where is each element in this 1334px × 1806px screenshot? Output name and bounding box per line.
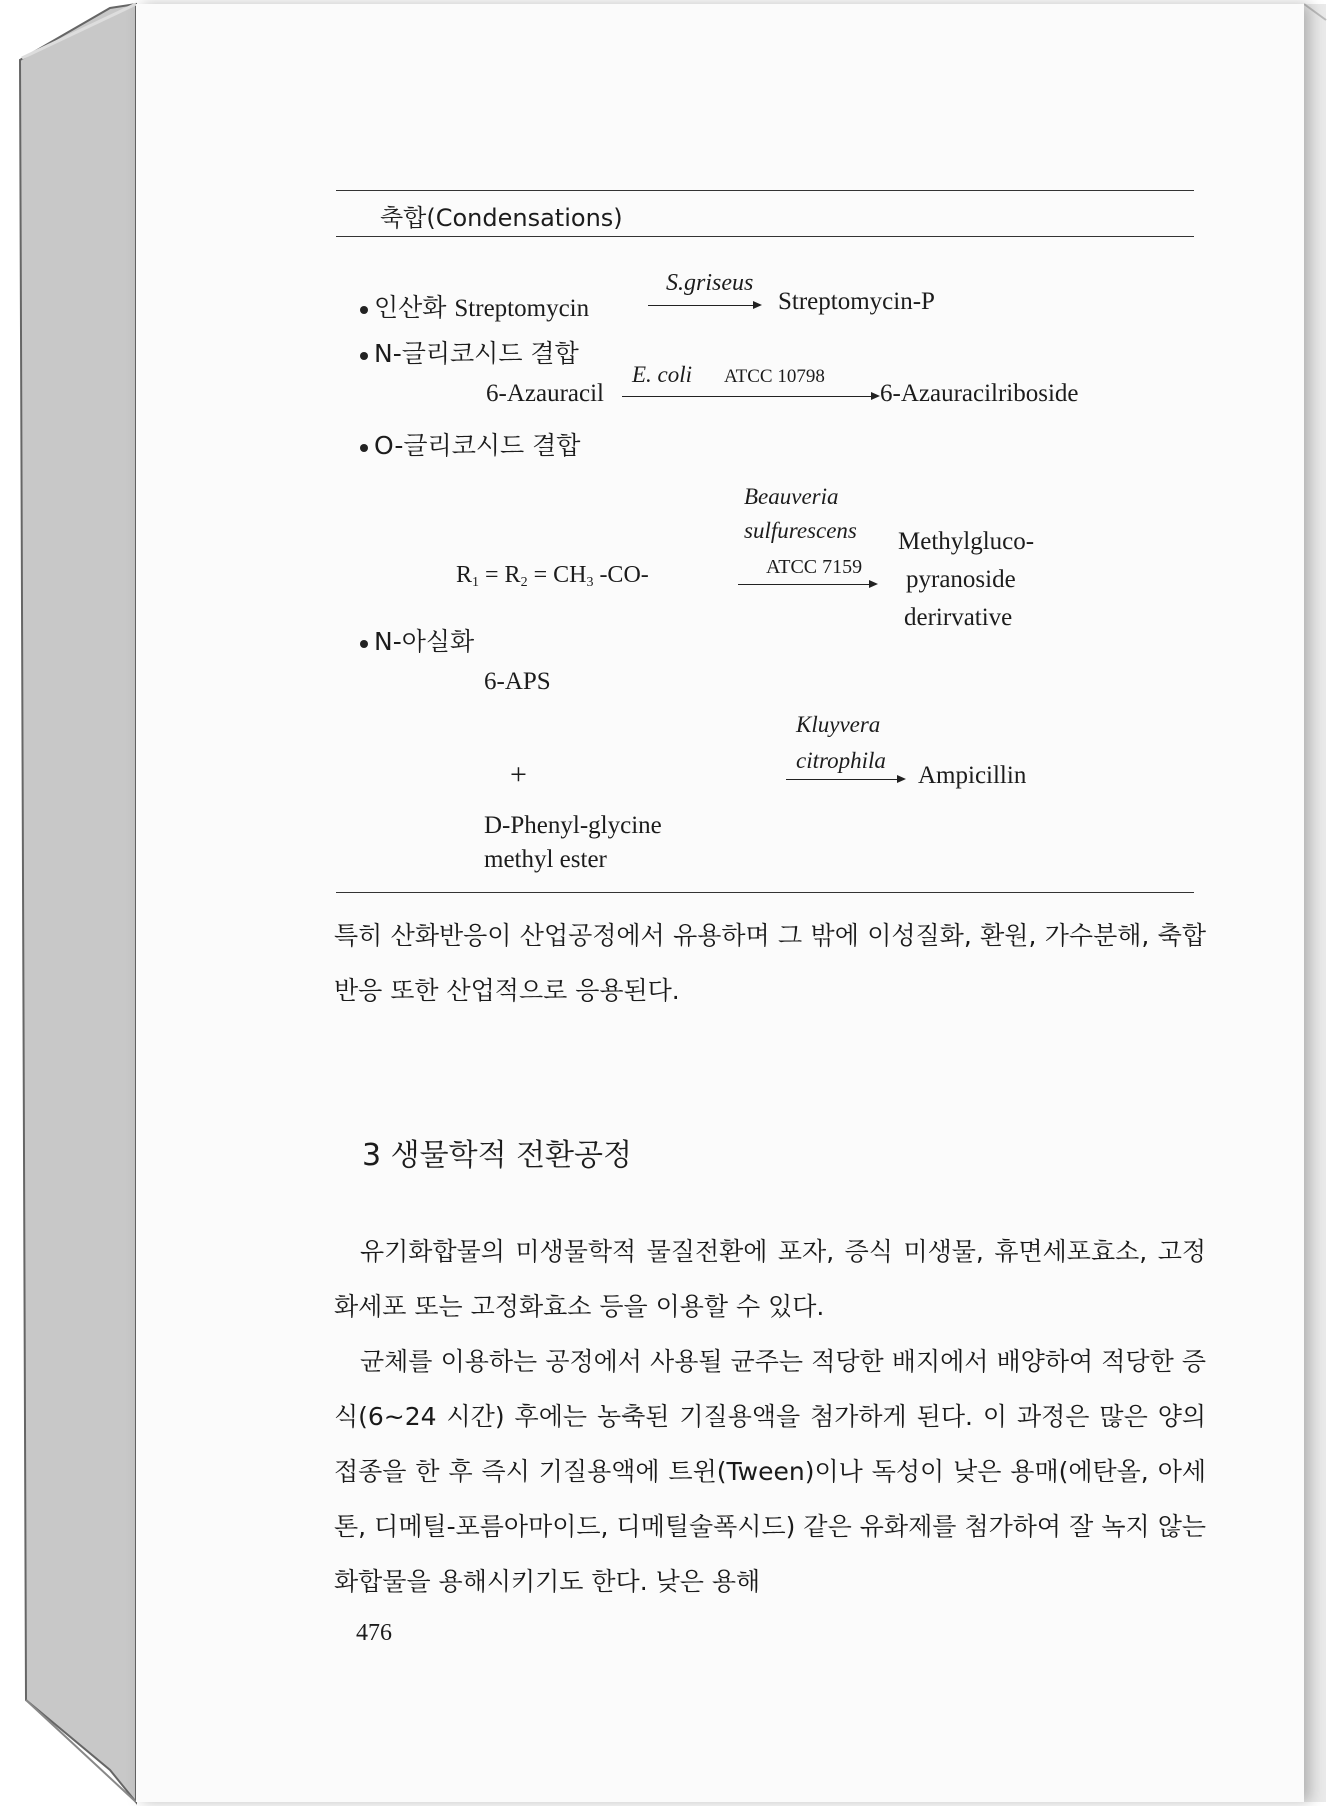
product-line1: Methylgluco- xyxy=(898,528,1035,555)
product: Ampicillin xyxy=(918,762,1027,789)
organism-line1: Beauveria xyxy=(744,484,839,509)
formula-sub1: 1 xyxy=(472,575,480,590)
formula-tail: -CO- xyxy=(593,562,649,588)
product-line3: derirvative xyxy=(904,604,1013,631)
reaction-label: O-글리코시드 결합 xyxy=(374,431,581,460)
box-bottom-rule xyxy=(336,892,1194,893)
reaction-label: N-글리코시드 결합 xyxy=(374,339,579,368)
strain: ATCC 7159 xyxy=(766,556,863,578)
substrate2-line2: methyl ester xyxy=(484,846,607,873)
section-heading: 3 생물학적 전환공정 xyxy=(362,1138,632,1173)
organism-line2: sulfurescens xyxy=(744,518,857,543)
paragraph-1: 특히 산화반응이 산업공정에서 유용하며 그 밖에 이성질화, 환원, 가수분해, 축합반응 또한 산업적으로 응용된다. xyxy=(334,921,1206,1005)
substrate: 6-Azauracil xyxy=(486,380,604,407)
substrate: Streptomycin xyxy=(454,295,590,322)
reaction-label: N-아실화 xyxy=(374,627,475,656)
substrate1: 6-APS xyxy=(484,668,551,695)
bullet-icon xyxy=(360,640,368,648)
header-top-rule xyxy=(336,190,1194,191)
substrate-formula xyxy=(456,562,649,591)
reaction-n-glycoside xyxy=(360,334,579,370)
formula-sub3: 3 xyxy=(586,575,594,590)
product: 6-Azauracilriboside xyxy=(880,380,1079,407)
header-title: 축합(Condensations) xyxy=(380,204,623,232)
formula-eq1: = R xyxy=(479,562,521,588)
formula-sub2: 2 xyxy=(520,575,528,590)
formula-eq2: = CH xyxy=(527,562,587,588)
plus-sign: + xyxy=(510,758,527,791)
reaction-o-glycoside xyxy=(360,426,580,462)
header-bottom-rule xyxy=(336,236,1194,237)
reaction-label: 인산화 xyxy=(374,293,447,322)
reaction-arrow xyxy=(738,584,876,585)
paragraph-3: 균체를 이용하는 공정에서 사용될 균주는 적당한 배지에서 배양하여 적당한 증식(6~24 시간) 후에는 농축된 기질용액을 첨가하게 된다. 이 과정은 많은 양의 접종을 한 후 즉시 기질용액에 트윈(Tween)이나 독성이 낮은 용매(에탄올, 아세톤, 디메틸-포름아마이드, 디메틸술폭시드) 같은 유화제를 첨가하여 잘 녹지 않는 화합물을 용해시키기도 한다. 낮은 용해 xyxy=(334,1347,1206,1596)
product: Streptomycin-P xyxy=(778,288,935,315)
formula-r1: R xyxy=(456,562,473,588)
page-number: 476 xyxy=(356,1620,392,1646)
reaction-arrow xyxy=(786,779,904,780)
paragraph-2: 유기화합물의 미생물학적 물질전환에 포자, 증식 미생물, 휴면세포효소, 고정화세포 또는 고정화효소 등을 이용할 수 있다. xyxy=(334,1237,1206,1321)
organism-line1: Kluyvera xyxy=(796,712,881,737)
bullet-icon xyxy=(360,352,368,360)
reaction-arrow xyxy=(648,305,760,306)
substrate2-line1: D-Phenyl-glycine xyxy=(484,812,662,839)
reaction-phosphorylation xyxy=(360,288,589,324)
organism: S.griseus xyxy=(666,270,754,296)
product-line2: pyranoside xyxy=(906,566,1016,593)
bullet-icon xyxy=(360,444,368,452)
organism-line2: citrophila xyxy=(796,748,886,773)
strain: ATCC 10798 xyxy=(724,366,825,387)
reaction-arrow xyxy=(622,396,878,397)
reaction-n-acylation xyxy=(360,622,474,658)
organism: E. coli xyxy=(632,362,693,387)
bullet-icon xyxy=(360,306,368,314)
